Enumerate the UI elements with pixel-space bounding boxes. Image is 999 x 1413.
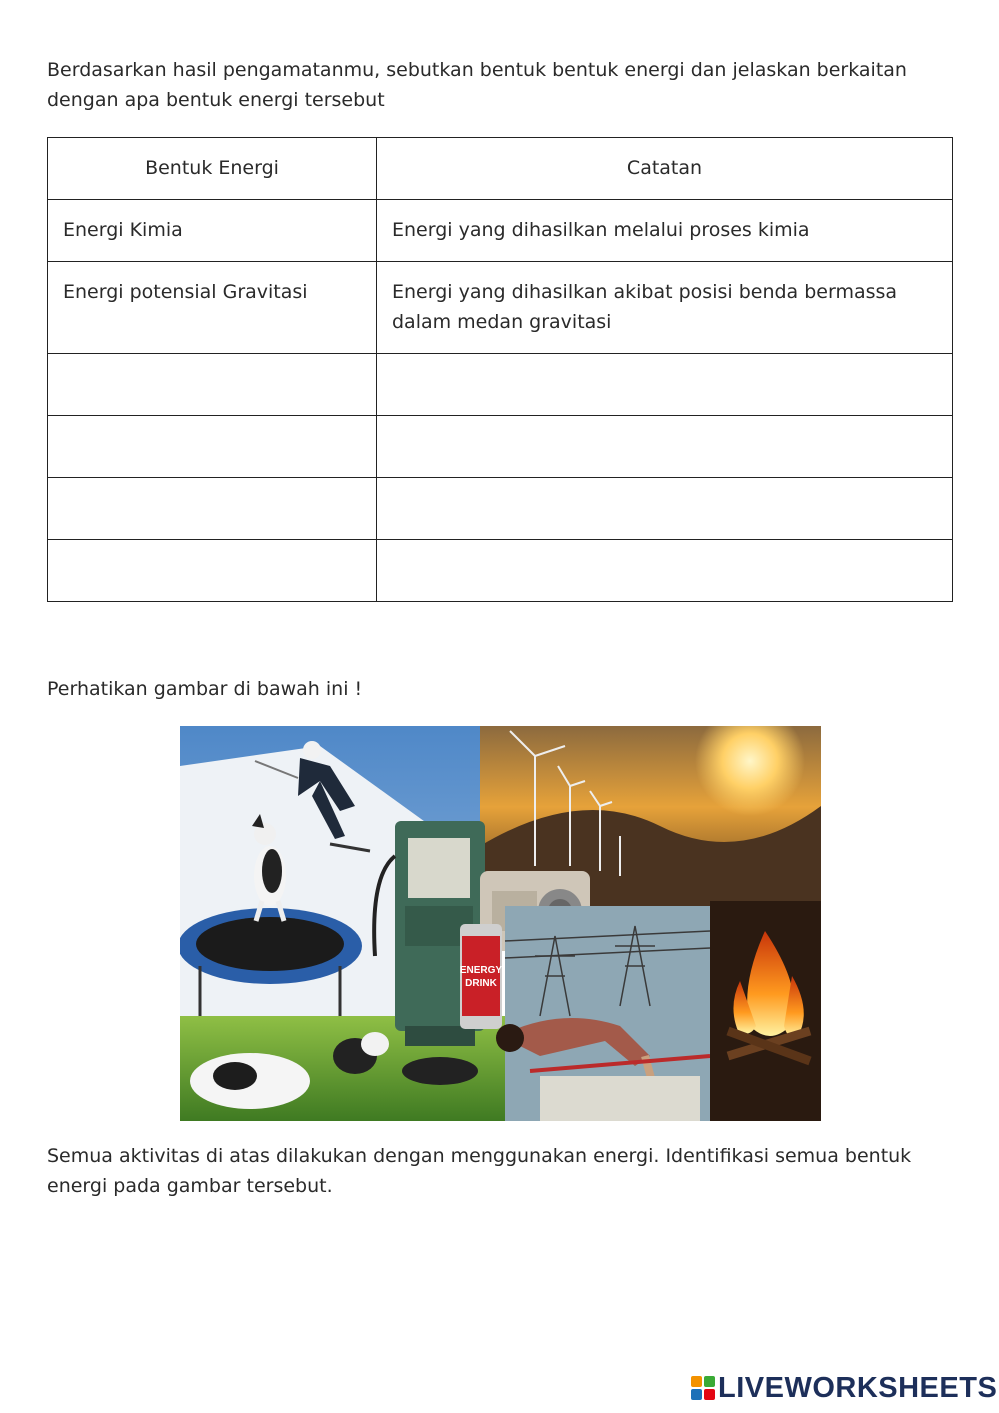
cell-note[interactable] bbox=[377, 416, 953, 478]
cell-note[interactable] bbox=[377, 478, 953, 540]
cell-form[interactable] bbox=[48, 540, 377, 602]
closing-text: Semua aktivitas di atas dilakukan dengan menggunakan energi. Identifikasi semua bentuk energi pada gambar tersebut. bbox=[47, 1145, 912, 1197]
cell-note[interactable] bbox=[377, 354, 953, 416]
liveworksheets-brand[interactable] bbox=[690, 1371, 997, 1405]
table-row bbox=[48, 354, 953, 416]
cell-form[interactable] bbox=[48, 478, 377, 540]
energy-drink-can bbox=[460, 924, 503, 1029]
instruction-text: Perhatikan gambar di bawah ini ! bbox=[47, 678, 363, 700]
can-label-line1: ENERGY bbox=[459, 965, 503, 976]
cell-form[interactable]: Energi potensial Gravitasi bbox=[48, 262, 377, 354]
table-header-row bbox=[48, 138, 953, 200]
table-row bbox=[48, 200, 953, 262]
energy-collage-image bbox=[180, 726, 821, 1121]
liveworksheets-logo-icon bbox=[690, 1375, 716, 1401]
brand-wordmark: LIVEWORKSHEETS bbox=[718, 1371, 998, 1404]
table-row bbox=[48, 478, 953, 540]
table-row bbox=[48, 416, 953, 478]
can-label-line2: DRINK bbox=[465, 978, 497, 989]
cell-form[interactable] bbox=[48, 354, 377, 416]
energy-table bbox=[47, 137, 953, 602]
header-catatan: Catatan bbox=[377, 138, 953, 200]
table-row bbox=[48, 262, 953, 354]
table-row bbox=[48, 540, 953, 602]
intro-text: Berdasarkan hasil pengamatanmu, sebutkan bentuk bentuk energi dan jelaskan berkaitan dengan apa bentuk energi tersebut bbox=[47, 59, 907, 111]
header-bentuk-energi: Bentuk Energi bbox=[48, 138, 377, 200]
cell-note[interactable] bbox=[377, 540, 953, 602]
cell-note[interactable]: Energi yang dihasilkan melalui proses kimia bbox=[377, 200, 953, 262]
cell-note[interactable]: Energi yang dihasilkan akibat posisi benda bermassa dalam medan gravitasi bbox=[377, 262, 953, 354]
cell-form[interactable]: Energi Kimia bbox=[48, 200, 377, 262]
cell-form[interactable] bbox=[48, 416, 377, 478]
